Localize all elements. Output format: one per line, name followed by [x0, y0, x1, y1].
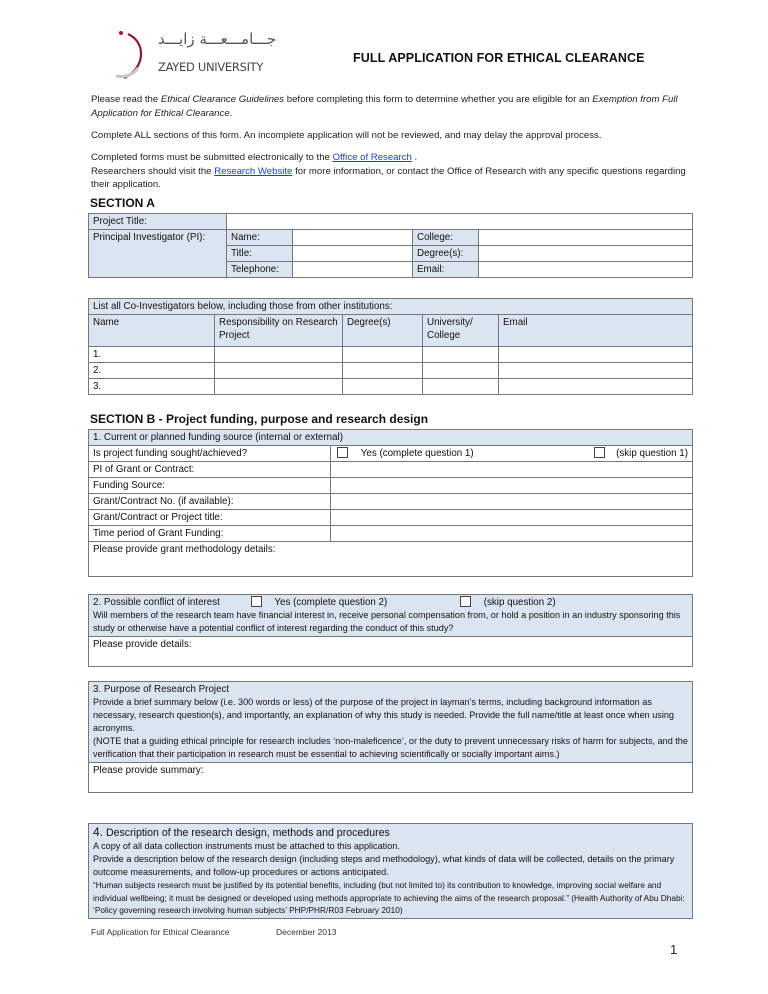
grant-number-field[interactable]: [331, 494, 693, 510]
conflict-details-label: Please provide details:: [93, 639, 192, 650]
q2-title: 2. Possible conflict of interest: [93, 597, 220, 608]
row-number[interactable]: 3.: [89, 379, 215, 395]
responsibility-cell[interactable]: [215, 363, 343, 379]
purpose-table: [88, 681, 693, 793]
project-title-label: Project Title:: [89, 214, 227, 230]
pi-title-label: Title:: [227, 246, 293, 262]
page-number: 1: [670, 942, 678, 957]
funding-skip-checkbox[interactable]: [594, 447, 605, 458]
coinvestigators-caption: List all Co-Investigators below, including those from other institutions:: [89, 299, 693, 315]
university-cell[interactable]: [423, 347, 499, 363]
column-header-degrees: Degree(s): [343, 315, 423, 347]
conflict-yes-label: Yes (complete question 2): [274, 597, 388, 608]
footer-date: December 2013: [276, 927, 337, 937]
pi-title-field[interactable]: [293, 246, 413, 262]
pi-college-label: College:: [413, 230, 479, 246]
responsibility-cell[interactable]: [215, 347, 343, 363]
conflict-skip-checkbox[interactable]: [460, 596, 471, 607]
conflict-details-field[interactable]: [89, 637, 693, 667]
table-row: [89, 347, 693, 363]
funding-skip-label: (skip question 1): [616, 448, 688, 459]
q4-description: Provide a description below of the research design (including steps and methodology), what kinds of data will be collected, details on the primary outcome measurements, and follow-up procedures or actions anticipated.: [93, 854, 675, 877]
q3-title: 3. Purpose of Research Project: [93, 684, 230, 695]
office-of-research-link[interactable]: Office of Research: [332, 152, 412, 163]
funding-options: [331, 446, 693, 462]
exemption-reference: Exemption from Full Application for Ethical Clearance: [91, 94, 678, 119]
email-cell[interactable]: [499, 347, 693, 363]
q3-note: (NOTE that a guiding ethical principle for research includes ‘non-maleficence’, or the duty to prevent unnecessary risks of harm for subjects, and the verification that their participation in research must be essential to achieving scientifically or socially important aims.): [93, 736, 688, 759]
conflict-yes-checkbox[interactable]: [251, 596, 262, 607]
intro-paragraph-submission: Completed forms must be submitted electronically to the Office of Research . Researchers should visit the Research Website for more information, or contact the Office of Research with any specific questions regarding their application.: [91, 152, 686, 190]
grant-title-field[interactable]: [331, 510, 693, 526]
footer-document-name: Full Application for Ethical Clearance: [91, 927, 230, 937]
pi-degrees-label: Degree(s):: [413, 246, 479, 262]
pi-telephone-field[interactable]: [293, 262, 413, 278]
summary-field[interactable]: [89, 763, 693, 793]
grant-methodology-field[interactable]: [89, 542, 693, 577]
coinvestigators-table: [88, 298, 693, 395]
research-design-table: [88, 823, 693, 919]
intro-paragraph-guidelines: Please read the Ethical Clearance Guidelines before completing this form to determine whether you are eligible for an Exemption from Full Application for Ethical Clearance.: [91, 94, 678, 119]
pi-email-label: Email:: [413, 262, 479, 278]
pi-degrees-field[interactable]: [479, 246, 693, 262]
logo-arabic-text: جـــامـــعـــة زايـــد: [158, 30, 277, 48]
grant-pi-field[interactable]: [331, 462, 693, 478]
guidelines-reference: Ethical Clearance Guidelines: [160, 94, 285, 105]
conflict-table: [88, 594, 693, 667]
grant-methodology-label: Please provide grant methodology details:: [93, 544, 276, 555]
project-title-field[interactable]: [227, 214, 693, 230]
q4-instruments-note: A copy of all data collection instruments must be attached to this application.: [93, 841, 400, 851]
conflict-skip-label: (skip question 2): [483, 597, 556, 608]
pi-name-label: Name:: [227, 230, 293, 246]
q4-header: [89, 824, 693, 919]
grant-pi-label: PI of Grant or Contract:: [89, 462, 331, 478]
q4-quote: “Human subjects research must be justified by its potential benefits, including (but not limited to) its contribution to knowledge, improving social welfare and individual wellbeing; it must be designed or developed using methods appropriate to achieving the aims of the research proposal.” (Health Authority of Abu Dhabi: ‘Policy governing research involving human subjects’ PHP/PHR/R03 February 2010): [93, 880, 685, 915]
funding-yes-label: Yes (complete question 1): [360, 448, 474, 459]
q1-title: 1. Current or planned funding source (internal or external): [89, 430, 693, 446]
column-header-responsibility: Responsibility on Research Project: [215, 315, 343, 347]
grant-period-label: Time period of Grant Funding:: [89, 526, 331, 542]
research-website-link[interactable]: Research Website: [214, 165, 293, 177]
q2-header: [89, 595, 693, 637]
summary-label: Please provide summary:: [93, 765, 204, 776]
responsibility-cell[interactable]: [215, 379, 343, 395]
degrees-cell[interactable]: [343, 379, 423, 395]
pi-label: Principal Investigator (PI):: [89, 230, 227, 278]
grant-title-label: Grant/Contract or Project title:: [89, 510, 331, 526]
column-header-name: Name: [89, 315, 215, 347]
university-cell[interactable]: [423, 363, 499, 379]
funding-source-field[interactable]: [331, 478, 693, 494]
q3-description: Provide a brief summary below (i.e. 300 words or less) of the purpose of the project in layman’s terms, including background information as necessary, research question(s), and importantly, an explanation of why this study is needed. Provide the full name/title at least once when using acronyms.: [93, 697, 674, 733]
intro-paragraph-complete: Complete ALL sections of this form. An incomplete application will not be reviewed, and may delay the approval process.: [91, 130, 602, 141]
section-a-heading: SECTION A: [90, 196, 155, 210]
degrees-cell[interactable]: [343, 347, 423, 363]
pi-email-field[interactable]: [479, 262, 693, 278]
section-a-pi-table: [88, 213, 693, 278]
row-number[interactable]: 1.: [89, 347, 215, 363]
funding-table: [88, 429, 693, 577]
pi-college-field[interactable]: [479, 230, 693, 246]
degrees-cell[interactable]: [343, 363, 423, 379]
pi-name-field[interactable]: [293, 230, 413, 246]
q4-title: 4. Description of the research design, methods and procedures: [93, 825, 390, 839]
section-b-heading: SECTION B - Project funding, purpose and research design: [90, 412, 429, 426]
document-title: FULL APPLICATION FOR ETHICAL CLEARANCE: [353, 51, 645, 65]
funding-question-label: Is project funding sought/achieved?: [89, 446, 331, 462]
column-header-university: University/ College: [423, 315, 499, 347]
row-number[interactable]: 2.: [89, 363, 215, 379]
grant-period-field[interactable]: [331, 526, 693, 542]
zayed-university-logo: [112, 28, 292, 80]
q3-header: [89, 682, 693, 763]
email-cell[interactable]: [499, 379, 693, 395]
table-row: [89, 379, 693, 395]
university-cell[interactable]: [423, 379, 499, 395]
funding-source-label: Funding Source:: [89, 478, 331, 494]
email-cell[interactable]: [499, 363, 693, 379]
pi-telephone-label: Telephone:: [227, 262, 293, 278]
q2-description: Will members of the research team have financial interest in, receive personal compensation from, or hold a position in an industry sponsoring this study or otherwise have a potential conflict of interest regarding the conduct of this study?: [93, 610, 681, 633]
grant-number-label: Grant/Contract No. (if available):: [89, 494, 331, 510]
funding-yes-checkbox[interactable]: [337, 447, 348, 458]
logo-arc-icon: [112, 28, 152, 80]
table-row: [89, 363, 693, 379]
logo-english-text: ZAYED UNIVERSITY: [158, 60, 264, 74]
column-header-email: Email: [499, 315, 693, 347]
